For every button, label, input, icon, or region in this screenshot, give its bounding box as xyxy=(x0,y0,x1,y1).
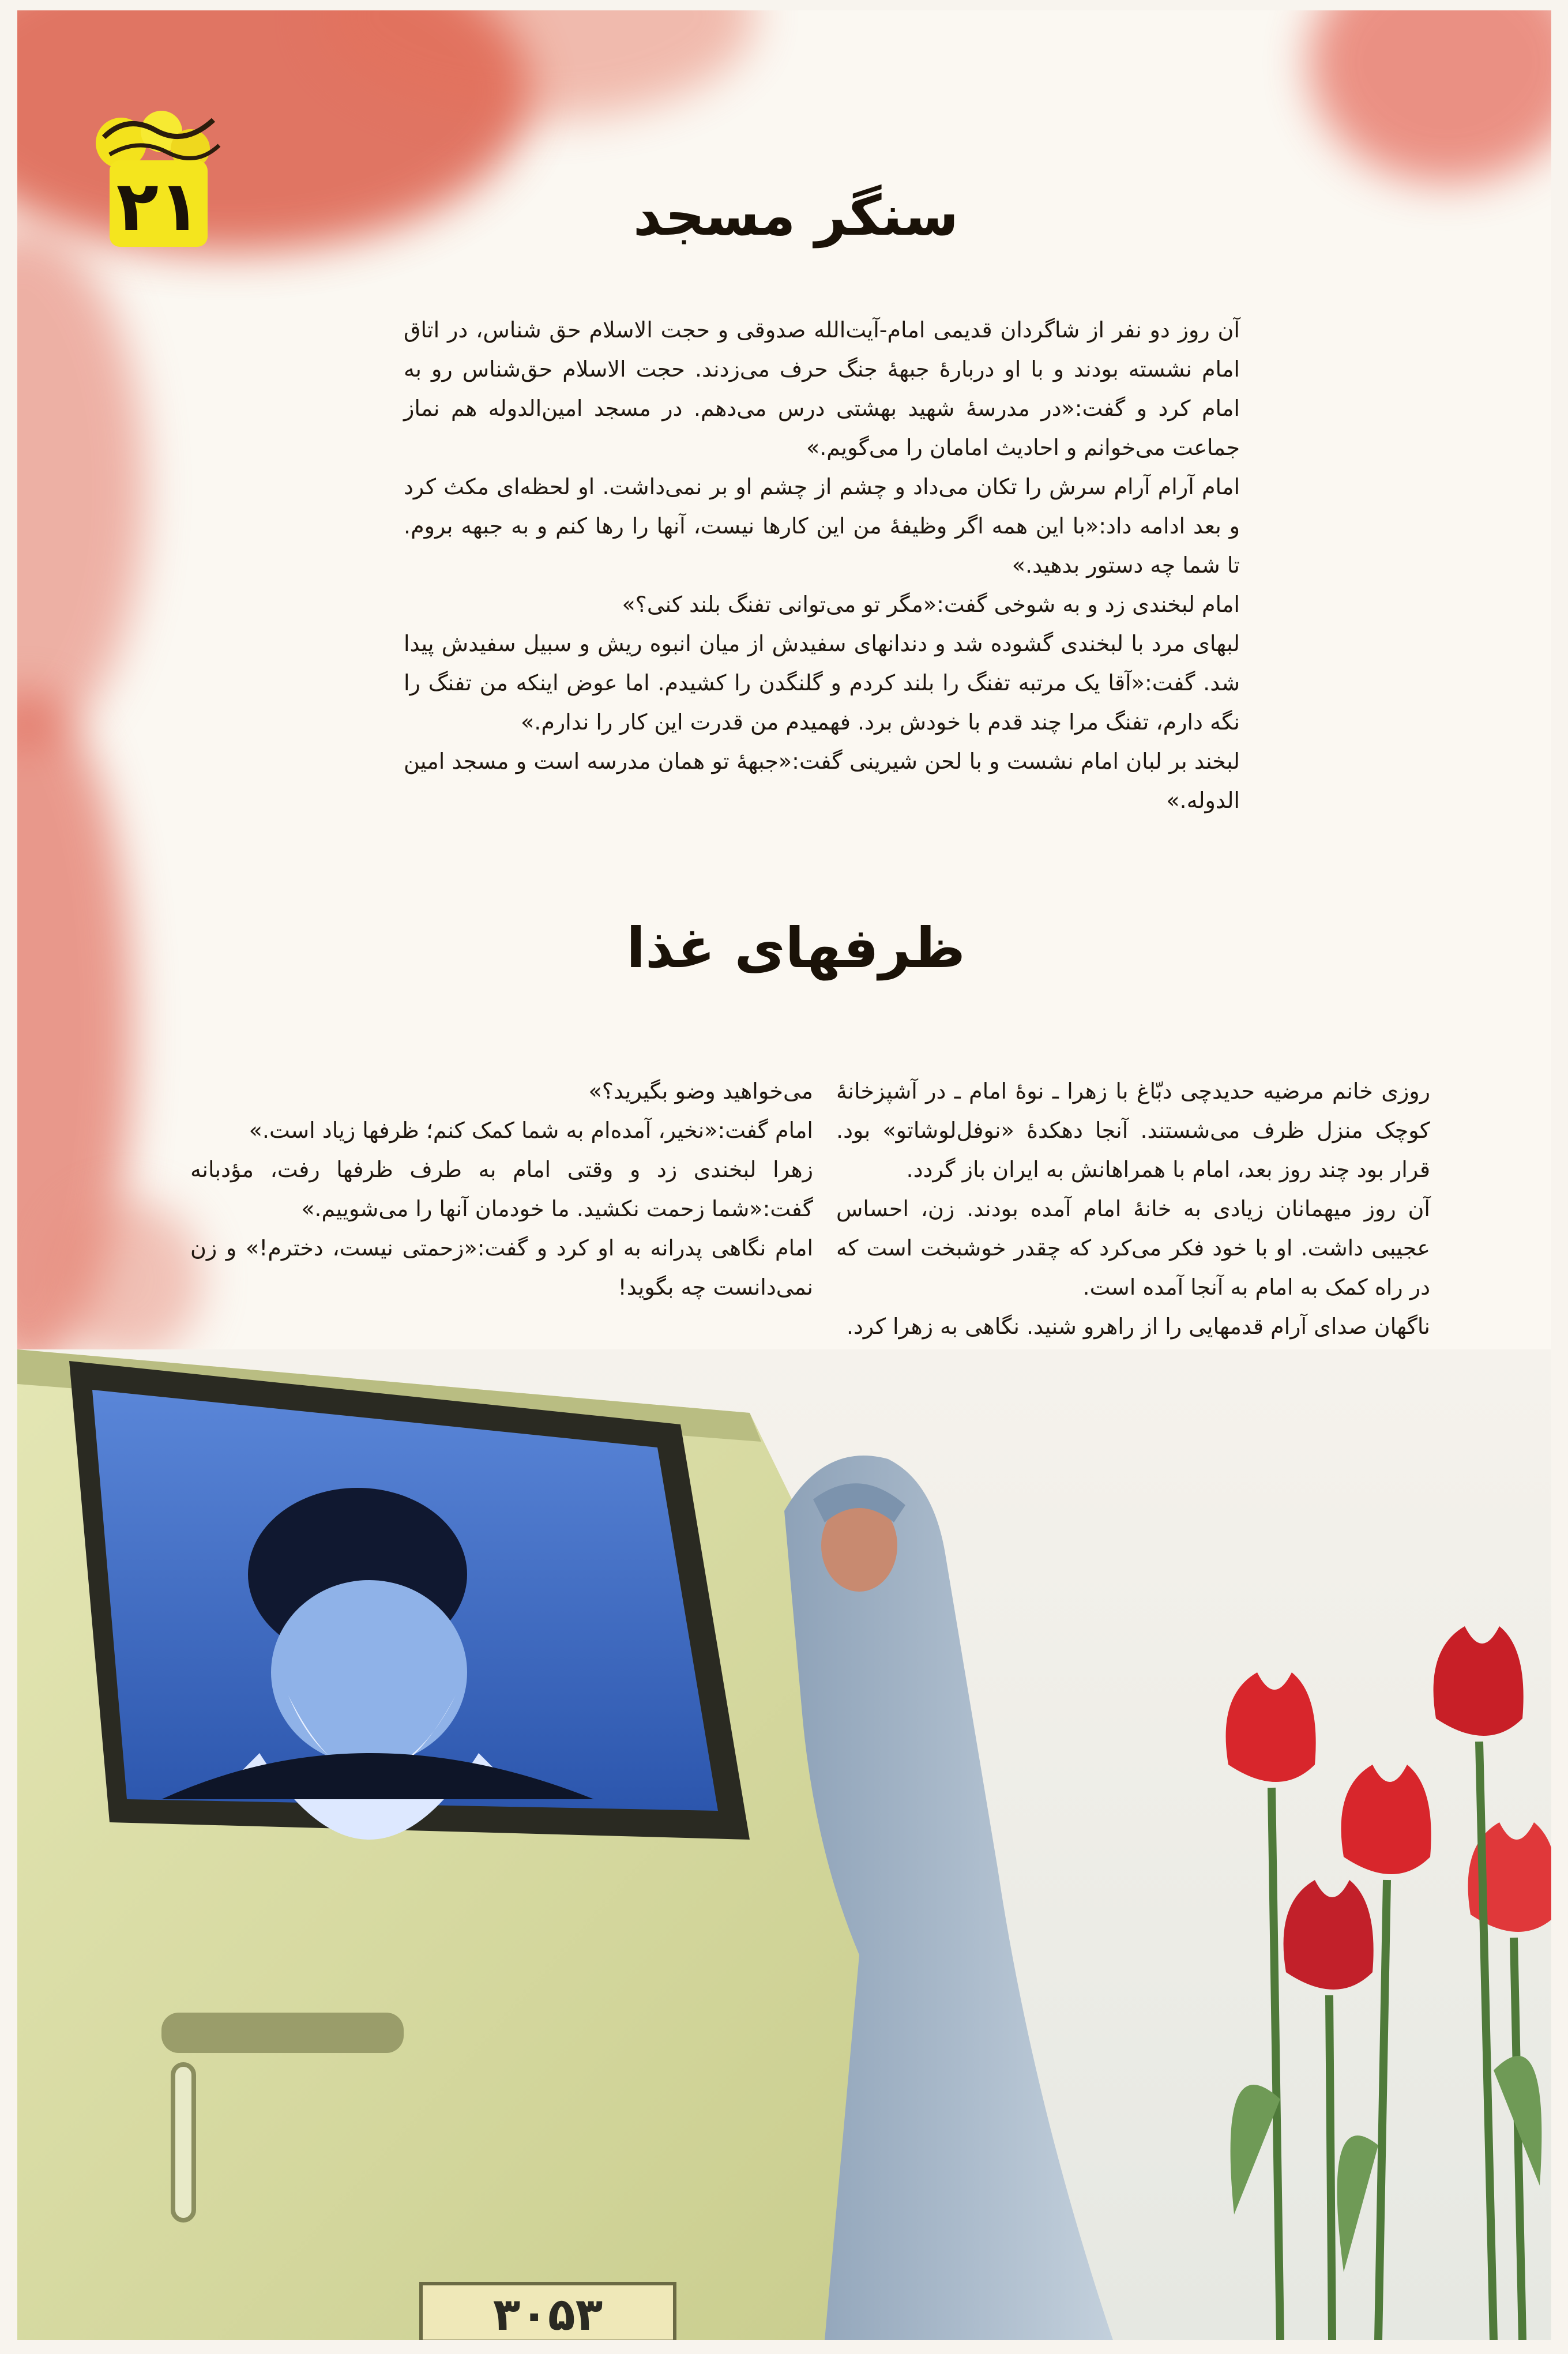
paragraph: امام لبخندی زد و به شوخی گفت:«مگر تو می‌توانی تفنگ بلند کنی؟» xyxy=(622,592,1240,617)
paragraph: لبهای مرد با لبخندی گشوده شد و دندانهای سفیدش از میان انبوه ریش و سبیل سفیدش پیدا شد. گفت:«آقا یک مرتبه تفنگ را بلند کردم و گلنگدن را کشیدم. اما عوض اینکه من تفنگ را نگه دارم، تفنگ مرا چند قدم با خودش برد. فهمیدم من قدرت این کار را ندارم.» xyxy=(404,631,1240,735)
article-title: سنگر مسجد xyxy=(633,183,959,248)
door-handle xyxy=(161,2013,404,2053)
paragraph: آن روز دو نفر از شاگردان قدیمی امام-آیت‌الله صدوقی و حجت الاسلام حق شناس، در اتاق امام نشسته بودند و با او دربارهٔ جبههٔ جنگ حرف می‌زدند. حجت الاسلام حق‌شناس رو به امام کرد و گفت:«در مدرسهٔ شهید بهشتی درس می‌دهم. در مسجد امین‌الدوله هم نماز جماعت می‌خوانم و احادیث امامان را می‌گویم.» xyxy=(404,317,1240,460)
paragraph: امام نگاهی پدرانه به او کرد و گفت:«زحمتی نیست، دخترم!» و زن نمی‌دانست چه بگوید! xyxy=(190,1235,813,1300)
paragraph: آن روز میهمانان زیادی به خانهٔ امام آمده بودند. زن، احساس عجیبی داشت. او با خود فکر می‌کرد که چقدر خوشبخت است که در راه کمک به امام به آنجا آمده است. xyxy=(836,1196,1430,1300)
article-body xyxy=(404,310,1240,820)
car-photo xyxy=(17,1349,1551,2340)
paragraph: زهرا لبخندی زد و وقتی امام به طرف ظرفها رفت، مؤدبانه گفت:«شما زحمت نکشید. ما خودمان آنها را می‌شوییم.» xyxy=(190,1157,813,1221)
license-plate-text: ۳۰۵۳ xyxy=(492,2289,603,2340)
magazine-page xyxy=(17,10,1551,2340)
paragraph: روزی خانم مرضیه حدیدچی دبّاغ با زهرا ـ نوهٔ امام ـ در آشپزخانهٔ کوچک منزل ظرف می‌شستند. آنجا دهکدهٔ «نوفل‌لوشاتو» بود. قرار بود چند روز بعد، امام با همراهانش به ایران باز گردد. xyxy=(836,1078,1430,1182)
paragraph: امام آرام آرام سرش را تکان می‌داد و چشم از چشم او بر نمی‌داشت. او لحظه‌ای مکث کرد و بعد ادامه داد:«با این همه اگر وظیفهٔ من این کارها نیست، آنها را رها کنم و به جبهه بروم. تا شما چه دستور بدهید.» xyxy=(404,474,1240,578)
issue-badge xyxy=(87,97,231,247)
watercolor-wash xyxy=(52,1198,202,1360)
paragraph: ناگهان صدای آرام قدمهایی را از راهرو شنید. نگاهی به زهرا کرد. xyxy=(846,1314,1430,1339)
watercolor-wash xyxy=(1309,10,1551,183)
watercolor-wash xyxy=(17,230,144,749)
paragraph: لبخند بر لبان امام نشست و با لحن شیرینی گفت:«جبههٔ تو همان مدرسه است و مسجد امین الدوله.» xyxy=(404,749,1240,813)
issue-number: ۲۱ xyxy=(116,167,201,247)
article-left-column xyxy=(190,1071,813,1307)
paragraph: امام گفت:«نخیر، آمده‌ام به شما کمک کنم؛ ظرفها زیاد است.» xyxy=(249,1118,813,1143)
paragraph: می‌خواهید وضو بگیرید؟» xyxy=(588,1078,813,1104)
article-title: ظرفهای غذا xyxy=(626,916,965,980)
